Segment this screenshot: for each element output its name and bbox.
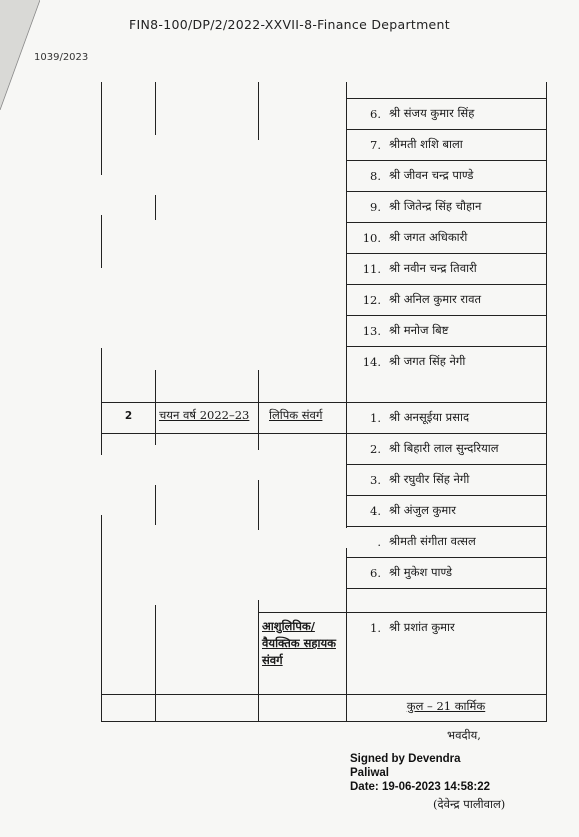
signature-date: Date: 19-06-2023 14:58:22 — [350, 781, 491, 793]
list-item: 14. श्री जगत सिंह नेगी — [362, 354, 466, 369]
serial-number: 2 — [124, 410, 133, 422]
list-item: 6. श्री संजय कुमार सिंह — [370, 106, 475, 121]
list-item: 13. श्री मनोज बिष्ट — [362, 323, 449, 338]
list-item: 7. श्रीमती शशि बाला — [370, 137, 463, 152]
list-item: 4. श्री अंजुल कुमार — [370, 503, 456, 518]
list-item: 1. श्री प्रशांत कुमार — [370, 620, 455, 635]
signatory-name: (देवेन्द्र पालीवाल) — [433, 797, 506, 811]
total-count: कुल – 21 कार्मिक — [406, 699, 486, 713]
cadre-name: आशुलिपिक/ वैयक्तिक सहायक संवर्ग — [262, 619, 336, 667]
file-header: FIN8-100/DP/2/2022-XXVII-8-Finance Department — [129, 17, 450, 32]
letter-number: 1039/2023 — [34, 52, 89, 63]
list-item: 2. श्री बिहारी लाल सुन्दरियाल — [370, 441, 499, 456]
digital-signature — [350, 752, 490, 794]
list-item: 11. श्री नवीन चन्द्र तिवारी — [362, 261, 477, 276]
list-item: 6. श्री मुकेश पाण्डे — [370, 565, 453, 580]
signed-by-line: Signed by Devendra — [350, 753, 461, 765]
signed-by-line: Paliwal — [350, 767, 389, 779]
cadre-name: लिपिक संवर्ग — [269, 408, 323, 422]
selection-year: चयन वर्ष 2022–23 — [159, 408, 250, 422]
list-item: 8. श्री जीवन चन्द्र पाण्डे — [370, 168, 474, 183]
list-item: . श्रीमती संगीता वत्सल — [377, 534, 476, 549]
list-item: 9. श्री जितेन्द्र सिंह चौहान — [370, 199, 482, 214]
closing-salutation: भवदीय, — [447, 728, 481, 742]
list-item: 12. श्री अनिल कुमार रावत — [362, 292, 482, 307]
list-item: 10. श्री जगत अधिकारी — [362, 230, 468, 245]
list-item: 1. श्री अनसूईया प्रसाद — [370, 410, 470, 425]
list-item: 3. श्री रघुवीर सिंह नेगी — [370, 472, 470, 487]
